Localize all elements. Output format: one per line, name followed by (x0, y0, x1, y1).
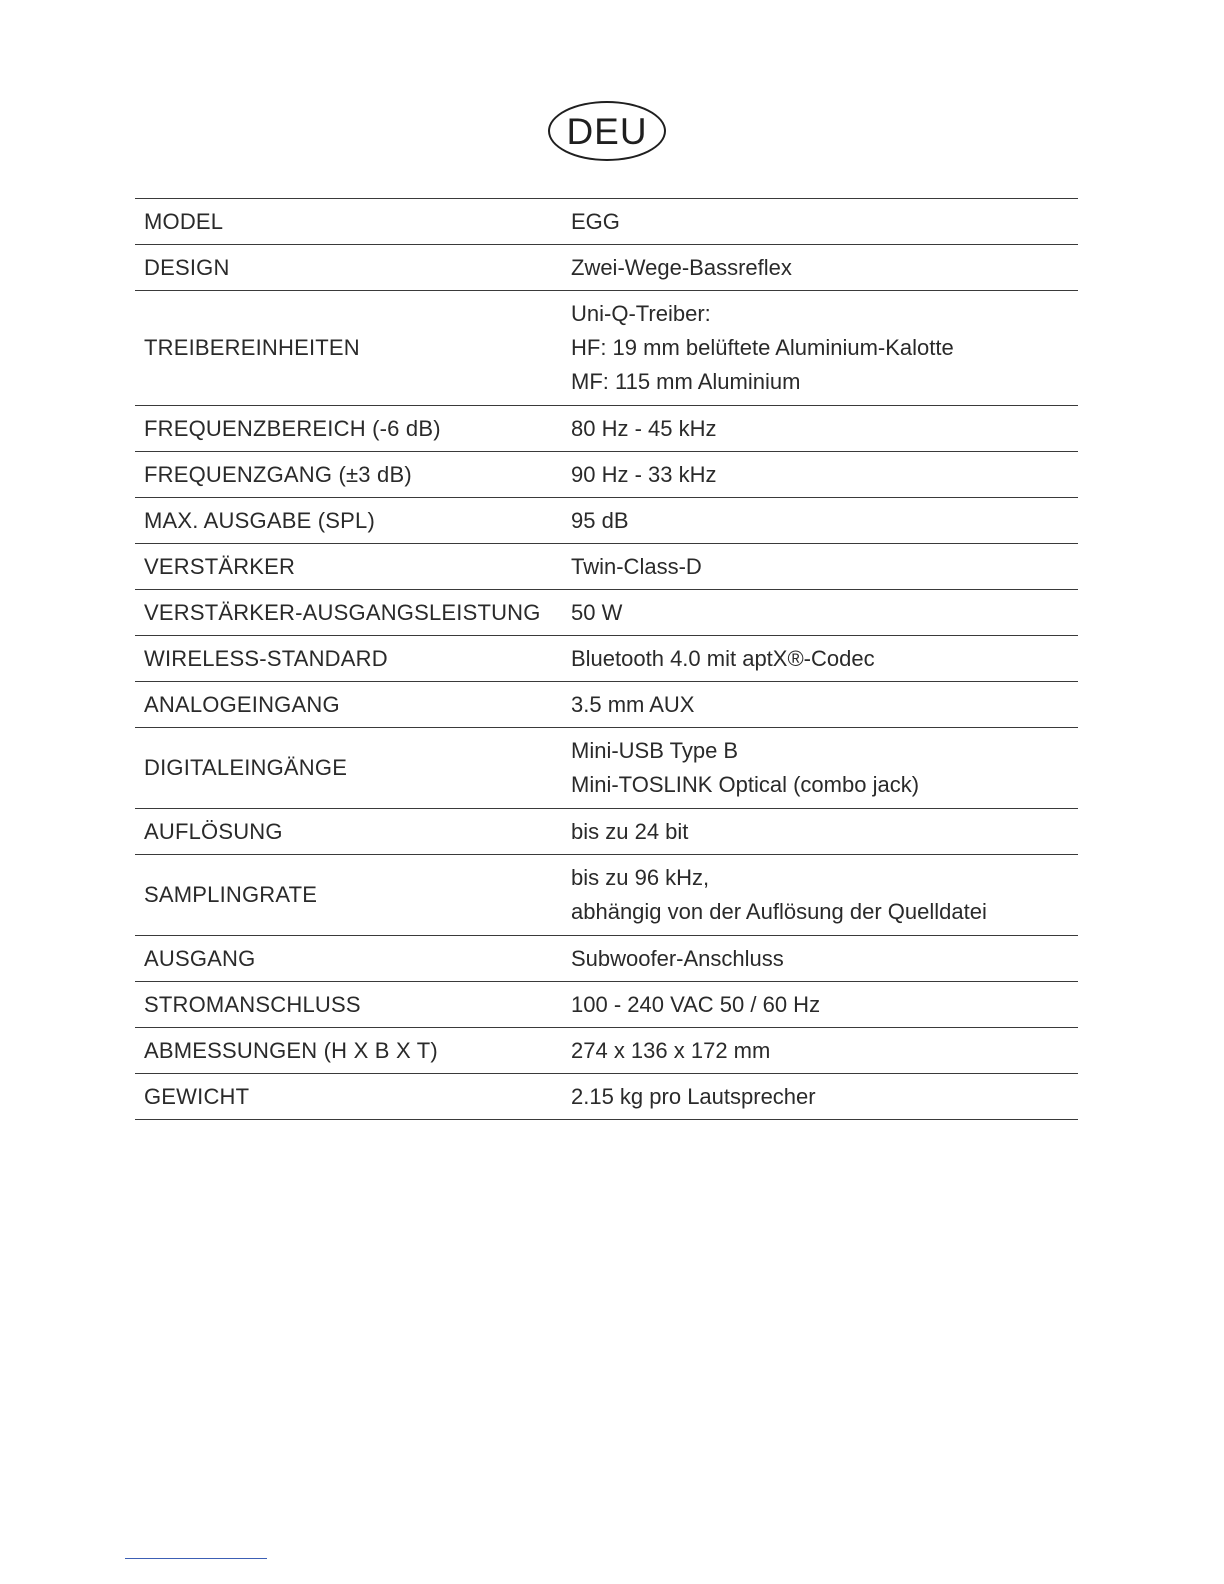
spec-value (561, 406, 1078, 451)
spec-value (561, 498, 1078, 543)
spec-label: FREQUENZBEREICH (-6 dB) (144, 415, 441, 441)
spec-value (561, 855, 1078, 935)
spec-value-line: Subwoofer-Anschluss (571, 945, 784, 971)
spec-value (561, 809, 1078, 854)
spec-value (561, 544, 1078, 589)
language-badge (548, 101, 666, 161)
spec-label: ABMESSUNGEN (H X B X T) (144, 1037, 438, 1063)
spec-value-line: Twin-Class-D (571, 553, 702, 579)
spec-value-line: 100 - 240 VAC 50 / 60 Hz (571, 991, 821, 1017)
spec-value-line: 3.5 mm AUX (571, 691, 695, 717)
spec-row (135, 936, 1078, 982)
spec-row (135, 682, 1078, 728)
spec-value-line: Bluetooth 4.0 mit aptX®-Codec (571, 645, 875, 671)
spec-label: MODEL (144, 208, 224, 234)
spec-value-line: 2.15 kg pro Lautsprecher (571, 1083, 816, 1109)
spec-value-line: MF: 115 mm Aluminium (571, 369, 801, 394)
spec-value (561, 452, 1078, 497)
spec-row (135, 855, 1078, 936)
spec-value (561, 1028, 1078, 1073)
spec-row (135, 982, 1078, 1028)
spec-label: TREIBEREINHEITEN (144, 335, 360, 360)
spec-row (135, 199, 1078, 245)
spec-value-line: bis zu 96 kHz, (571, 865, 710, 890)
spec-row (135, 590, 1078, 636)
spec-value (561, 199, 1078, 244)
spec-label: DIGITALEINGÄNGE (144, 755, 348, 780)
spec-label: FREQUENZGANG (±3 dB) (144, 461, 412, 487)
spec-value-line: 80 Hz - 45 kHz (571, 415, 717, 441)
spec-value (561, 982, 1078, 1027)
spec-value-line: Zwei-Wege-Bassreflex (571, 254, 792, 280)
spec-value-line: 90 Hz - 33 kHz (571, 461, 717, 487)
spec-row (135, 636, 1078, 682)
spec-value (561, 291, 1078, 405)
spec-label: AUFLÖSUNG (144, 818, 283, 844)
spec-row (135, 498, 1078, 544)
spec-label: SAMPLINGRATE (144, 882, 318, 907)
spec-label: GEWICHT (144, 1083, 250, 1109)
spec-value-line: Uni-Q-Treiber: (571, 301, 711, 326)
spec-row (135, 452, 1078, 498)
spec-table (135, 198, 1078, 1120)
language-code: DEU (566, 110, 648, 152)
spec-row (135, 809, 1078, 855)
spec-value (561, 728, 1078, 808)
spec-row (135, 1074, 1078, 1120)
spec-value (561, 1074, 1078, 1119)
spec-row (135, 406, 1078, 452)
spec-value (561, 245, 1078, 290)
spec-label: AUSGANG (144, 945, 256, 971)
footer-divider (125, 1558, 267, 1559)
spec-label: MAX. AUSGABE (SPL) (144, 507, 376, 533)
spec-value-line: Mini-TOSLINK Optical (combo jack) (571, 772, 920, 797)
spec-row (135, 291, 1078, 406)
spec-value-line: abhängig von der Auflösung der Quelldatei (571, 899, 987, 924)
spec-row (135, 1028, 1078, 1074)
spec-value-line: 50 W (571, 599, 623, 625)
spec-label: DESIGN (144, 254, 230, 280)
spec-value (561, 682, 1078, 727)
spec-label: ANALOGEINGANG (144, 691, 340, 717)
spec-row (135, 245, 1078, 291)
spec-value-line: Mini-USB Type B (571, 738, 739, 763)
spec-label: VERSTÄRKER (144, 553, 296, 579)
spec-row (135, 544, 1078, 590)
spec-value-line: EGG (571, 208, 620, 234)
spec-label: STROMANSCHLUSS (144, 991, 361, 1017)
spec-label: VERSTÄRKER-AUSGANGSLEISTUNG (144, 599, 541, 625)
spec-label: WIRELESS-STANDARD (144, 645, 388, 671)
spec-value-line: 95 dB (571, 507, 629, 533)
spec-value (561, 936, 1078, 981)
spec-value-line: HF: 19 mm belüftete Aluminium-Kalotte (571, 335, 954, 360)
spec-value-line: bis zu 24 bit (571, 818, 689, 844)
spec-row (135, 728, 1078, 809)
spec-value (561, 636, 1078, 681)
spec-value (561, 590, 1078, 635)
spec-value-line: 274 x 136 x 172 mm (571, 1037, 771, 1063)
